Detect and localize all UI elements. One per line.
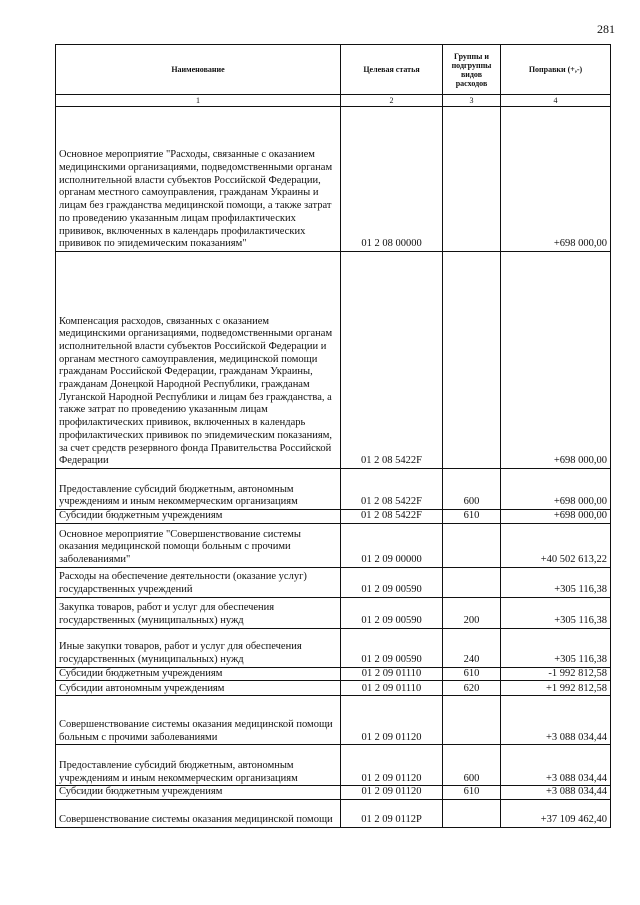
row-amount: +305 116,38 — [501, 597, 611, 628]
column-number: 1 — [56, 95, 341, 107]
row-target-code: 01 2 09 01110 — [341, 667, 443, 681]
column-number: 4 — [501, 95, 611, 107]
row-amount: +37 109 462,40 — [501, 800, 611, 828]
row-expense-group: 600 — [443, 469, 501, 510]
header-name: Наименование — [56, 45, 341, 95]
row-amount: +1 992 812,58 — [501, 681, 611, 696]
row-name: Иные закупки товаров, работ и услуг для обеспечения государственных (муниципальных) нужд — [56, 628, 341, 667]
row-expense-group: 240 — [443, 628, 501, 667]
row-target-code: 01 2 09 01120 — [341, 786, 443, 800]
table-row — [56, 745, 611, 786]
table-row — [56, 667, 611, 681]
row-expense-group — [443, 523, 501, 567]
row-name: Предоставление субсидий бюджетным, автономным учреждениям и иным некоммерческим организациям — [56, 745, 341, 786]
row-expense-group: 610 — [443, 786, 501, 800]
table-row — [56, 107, 611, 252]
row-expense-group: 600 — [443, 745, 501, 786]
row-expense-group: 200 — [443, 597, 501, 628]
row-target-code: 01 2 09 01120 — [341, 745, 443, 786]
row-amount: +698 000,00 — [501, 107, 611, 252]
row-expense-group — [443, 252, 501, 469]
column-number-row — [56, 95, 611, 107]
table-row — [56, 252, 611, 469]
table-row — [56, 628, 611, 667]
row-target-code: 01 2 09 00590 — [341, 628, 443, 667]
column-number: 2 — [341, 95, 443, 107]
row-amount: +698 000,00 — [501, 510, 611, 524]
row-name: Предоставление субсидий бюджетным, автономным учреждениям и иным некоммерческим организациям — [56, 469, 341, 510]
row-name: Закупка товаров, работ и услуг для обеспечения государственных (муниципальных) нужд — [56, 597, 341, 628]
row-expense-group: 610 — [443, 510, 501, 524]
row-target-code: 01 2 08 5422F — [341, 252, 443, 469]
header-row — [56, 45, 611, 95]
row-name: Субсидии бюджетным учреждениям — [56, 510, 341, 524]
table-row — [56, 597, 611, 628]
row-expense-group — [443, 567, 501, 597]
row-target-code: 01 2 09 00000 — [341, 523, 443, 567]
row-expense-group: 610 — [443, 667, 501, 681]
row-name: Основное мероприятие "Расходы, связанные с оказанием медицинскими организациями, подведомственными органам исполнительной власти субъектов Российской Федерации, органам местного самоуправления, гражданам Украины и лицам без гражданства медицинской помощи, а также затрат по проведению указанным лицам профилактических прививок, включенных в календарь профилактических прививок по эпидемическим показаниям" — [56, 107, 341, 252]
row-target-code: 01 2 08 5422F — [341, 469, 443, 510]
column-number: 3 — [443, 95, 501, 107]
row-name: Расходы на обеспечение деятельности (оказание услуг) государственных учреждений — [56, 567, 341, 597]
budget-amendments-table — [55, 44, 611, 828]
row-target-code: 01 2 08 00000 — [341, 107, 443, 252]
row-amount: -1 992 812,58 — [501, 667, 611, 681]
row-amount: +698 000,00 — [501, 469, 611, 510]
row-amount: +3 088 034,44 — [501, 786, 611, 800]
row-target-code: 01 2 08 5422F — [341, 510, 443, 524]
table-row — [56, 681, 611, 696]
table-row — [56, 696, 611, 745]
row-name: Субсидии бюджетным учреждениям — [56, 667, 341, 681]
row-target-code: 01 2 09 01110 — [341, 681, 443, 696]
row-target-code: 01 2 09 0112P — [341, 800, 443, 828]
page-number: 281 — [597, 22, 615, 36]
header-expense-group: Группы и подгруппы видов расходов — [443, 45, 501, 95]
row-expense-group — [443, 696, 501, 745]
table-row — [56, 469, 611, 510]
table-row — [56, 510, 611, 524]
row-target-code: 01 2 09 00590 — [341, 567, 443, 597]
row-amount: +305 116,38 — [501, 628, 611, 667]
header-target-article: Целевая статья — [341, 45, 443, 95]
row-expense-group: 620 — [443, 681, 501, 696]
row-amount: +698 000,00 — [501, 252, 611, 469]
table-row — [56, 523, 611, 567]
row-amount: +3 088 034,44 — [501, 745, 611, 786]
row-name: Основное мероприятие "Совершенствование системы оказания медицинской помощи больным с прочими заболеваниями" — [56, 523, 341, 567]
row-name: Совершенствование системы оказания медицинской помощи — [56, 800, 341, 828]
row-name: Субсидии бюджетным учреждениям — [56, 786, 341, 800]
row-target-code: 01 2 09 01120 — [341, 696, 443, 745]
table-row — [56, 567, 611, 597]
row-expense-group — [443, 107, 501, 252]
header-amendment: Поправки (+,-) — [501, 45, 611, 95]
row-target-code: 01 2 09 00590 — [341, 597, 443, 628]
row-amount: +305 116,38 — [501, 567, 611, 597]
table-row — [56, 800, 611, 828]
row-amount: +3 088 034,44 — [501, 696, 611, 745]
row-name: Компенсация расходов, связанных с оказанием медицинскими организациями, подведомственными органам исполнительной власти субъектов Российской Федерации и органам местного самоуправления, медицинской помощи гражданам Российской Федерации, гражданам Украины, гражданам Донецкой Народной Республики, гражданам Луганской Народной Республики и лицам без гражданства, а также затрат по проведению указанным лицам профилактических прививок, включенных в календарь профилактических прививок по эпидемическим показаниям, за счет средств резервного фонда Правительства Российской Федерации — [56, 252, 341, 469]
row-name: Совершенствование системы оказания медицинской помощи больным с прочими заболеваниями — [56, 696, 341, 745]
row-name: Субсидии автономным учреждениям — [56, 681, 341, 696]
table-row — [56, 786, 611, 800]
row-expense-group — [443, 800, 501, 828]
row-amount: +40 502 613,22 — [501, 523, 611, 567]
